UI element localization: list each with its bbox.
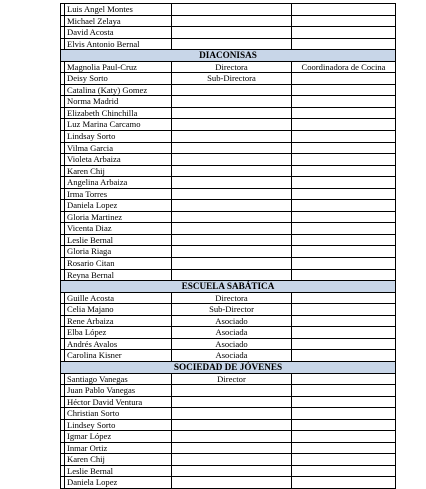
role-cell (172, 431, 292, 443)
section-header-row (61, 361, 396, 373)
extra-cell (292, 454, 396, 466)
extra-cell (292, 465, 396, 477)
role-cell (172, 119, 292, 131)
role-cell: Directora (172, 292, 292, 304)
extra-cell (292, 408, 396, 420)
name-cell: Guille Acosta (65, 292, 172, 304)
role-cell (172, 211, 292, 223)
table-row (61, 223, 396, 235)
role-cell (172, 154, 292, 166)
role-cell (172, 269, 292, 281)
name-cell: Christian Sorto (65, 408, 172, 420)
role-cell (172, 477, 292, 489)
table-row (61, 292, 396, 304)
role-cell (172, 188, 292, 200)
name-cell: Juan Pablo Vanegas (65, 385, 172, 397)
name-cell: Magnolia Paul-Cruz (65, 61, 172, 73)
name-cell: Angelina Arbaiza (65, 177, 172, 189)
extra-cell (292, 396, 396, 408)
name-cell: Elba López (65, 327, 172, 339)
role-cell: Directora (172, 61, 292, 73)
role-cell (172, 465, 292, 477)
table-row (61, 73, 396, 85)
roster-table (60, 3, 396, 489)
table-row (61, 84, 396, 96)
extra-cell (292, 4, 396, 16)
extra-cell (292, 246, 396, 258)
name-cell: Reyna Bernal (65, 269, 172, 281)
role-cell: Sub-Directora (172, 73, 292, 85)
table-row (61, 142, 396, 154)
name-cell: Deisy Sorto (65, 73, 172, 85)
table-row (61, 246, 396, 258)
table-row (61, 465, 396, 477)
table-row (61, 15, 396, 27)
extra-cell (292, 73, 396, 85)
table-row (61, 200, 396, 212)
role-cell: Asociada (172, 350, 292, 362)
extra-cell (292, 431, 396, 443)
table-row (61, 454, 396, 466)
name-cell: Daniela Lopez (65, 200, 172, 212)
table-row (61, 385, 396, 397)
role-cell (172, 107, 292, 119)
name-cell: Gloria Martinez (65, 211, 172, 223)
extra-cell (292, 315, 396, 327)
extra-cell (292, 258, 396, 270)
extra-cell (292, 188, 396, 200)
section-header-row (61, 50, 396, 62)
extra-cell (292, 211, 396, 223)
section-title: DIACONISAS (61, 50, 396, 62)
name-cell: Luz Marina Carcamo (65, 119, 172, 131)
table-row (61, 477, 396, 489)
role-cell (172, 385, 292, 397)
role-cell (172, 27, 292, 39)
table-row (61, 338, 396, 350)
extra-cell (292, 154, 396, 166)
table-row (61, 431, 396, 443)
extra-cell (292, 200, 396, 212)
name-cell: Rosario Citan (65, 258, 172, 270)
role-cell (172, 223, 292, 235)
table-row (61, 234, 396, 246)
role-cell (172, 4, 292, 16)
table-row (61, 304, 396, 316)
name-cell: Catalina (Katy) Gomez (65, 84, 172, 96)
name-cell: Rene Arbaiza (65, 315, 172, 327)
extra-cell (292, 304, 396, 316)
extra-cell (292, 373, 396, 385)
table-row (61, 442, 396, 454)
role-cell (172, 419, 292, 431)
role-cell (172, 15, 292, 27)
name-cell: Andrés Avalos (65, 338, 172, 350)
name-cell: Karen Chij (65, 165, 172, 177)
name-cell: David Acosta (65, 27, 172, 39)
table-row (61, 131, 396, 143)
name-cell: Irma Torres (65, 188, 172, 200)
name-cell: Lindsay Sorto (65, 131, 172, 143)
table-row (61, 350, 396, 362)
roster-body (61, 4, 396, 489)
extra-cell (292, 119, 396, 131)
role-cell (172, 396, 292, 408)
section-header-row (61, 281, 396, 293)
name-cell: Leslie Bernal (65, 465, 172, 477)
name-cell: Carolina Kisner (65, 350, 172, 362)
role-cell (172, 165, 292, 177)
name-cell: Gloria Riaga (65, 246, 172, 258)
table-row (61, 165, 396, 177)
table-row (61, 177, 396, 189)
name-cell: Héctor David Ventura (65, 396, 172, 408)
extra-cell (292, 477, 396, 489)
table-row (61, 119, 396, 131)
role-cell (172, 142, 292, 154)
table-row (61, 396, 396, 408)
table-row (61, 315, 396, 327)
extra-cell (292, 223, 396, 235)
table-row (61, 154, 396, 166)
role-cell (172, 96, 292, 108)
name-cell: Elizabeth Chinchilla (65, 107, 172, 119)
extra-cell (292, 38, 396, 50)
role-cell (172, 454, 292, 466)
table-row (61, 373, 396, 385)
role-cell (172, 131, 292, 143)
section-title: SOCIEDAD DE JÓVENES (61, 361, 396, 373)
role-cell: Asociado (172, 338, 292, 350)
table-row (61, 327, 396, 339)
role-cell: Asociado (172, 315, 292, 327)
table-row (61, 107, 396, 119)
name-cell: Igmar López (65, 431, 172, 443)
table-row (61, 38, 396, 50)
extra-cell (292, 142, 396, 154)
name-cell: Luis Angel Montes (65, 4, 172, 16)
role-cell (172, 234, 292, 246)
name-cell: Inmar Ortiz (65, 442, 172, 454)
table-row (61, 269, 396, 281)
role-cell (172, 84, 292, 96)
extra-cell (292, 177, 396, 189)
role-cell (172, 258, 292, 270)
name-cell: Celia Majano (65, 304, 172, 316)
extra-cell: Coordinadora de Cocina (292, 61, 396, 73)
role-cell (172, 408, 292, 420)
extra-cell (292, 419, 396, 431)
extra-cell (292, 107, 396, 119)
extra-cell (292, 27, 396, 39)
extra-cell (292, 442, 396, 454)
name-cell: Violeta Arbaiza (65, 154, 172, 166)
name-cell: Norma Madrid (65, 96, 172, 108)
name-cell: Karen Chij (65, 454, 172, 466)
extra-cell (292, 269, 396, 281)
extra-cell (292, 350, 396, 362)
extra-cell (292, 84, 396, 96)
role-cell (172, 442, 292, 454)
extra-cell (292, 15, 396, 27)
role-cell: Sub-Director (172, 304, 292, 316)
table-row (61, 96, 396, 108)
extra-cell (292, 131, 396, 143)
role-cell (172, 200, 292, 212)
table-row (61, 4, 396, 16)
extra-cell (292, 327, 396, 339)
extra-cell (292, 385, 396, 397)
table-row (61, 211, 396, 223)
table-row (61, 27, 396, 39)
name-cell: Lindsey Sorto (65, 419, 172, 431)
role-cell: Asociada (172, 327, 292, 339)
role-cell: Director (172, 373, 292, 385)
table-row (61, 408, 396, 420)
table-row (61, 188, 396, 200)
role-cell (172, 246, 292, 258)
name-cell: Michael Zelaya (65, 15, 172, 27)
extra-cell (292, 292, 396, 304)
table-row (61, 419, 396, 431)
extra-cell (292, 165, 396, 177)
name-cell: Vilma Garcia (65, 142, 172, 154)
role-cell (172, 38, 292, 50)
name-cell: Leslie Bernal (65, 234, 172, 246)
section-title: ESCUELA SABÁTICA (61, 281, 396, 293)
table-row (61, 61, 396, 73)
name-cell: Vicenta Diaz (65, 223, 172, 235)
extra-cell (292, 338, 396, 350)
name-cell: Santiago Vanegas (65, 373, 172, 385)
name-cell: Daniela Lopez (65, 477, 172, 489)
role-cell (172, 177, 292, 189)
extra-cell (292, 234, 396, 246)
table-row (61, 258, 396, 270)
extra-cell (292, 96, 396, 108)
name-cell: Elvis Antonio Bernal (65, 38, 172, 50)
